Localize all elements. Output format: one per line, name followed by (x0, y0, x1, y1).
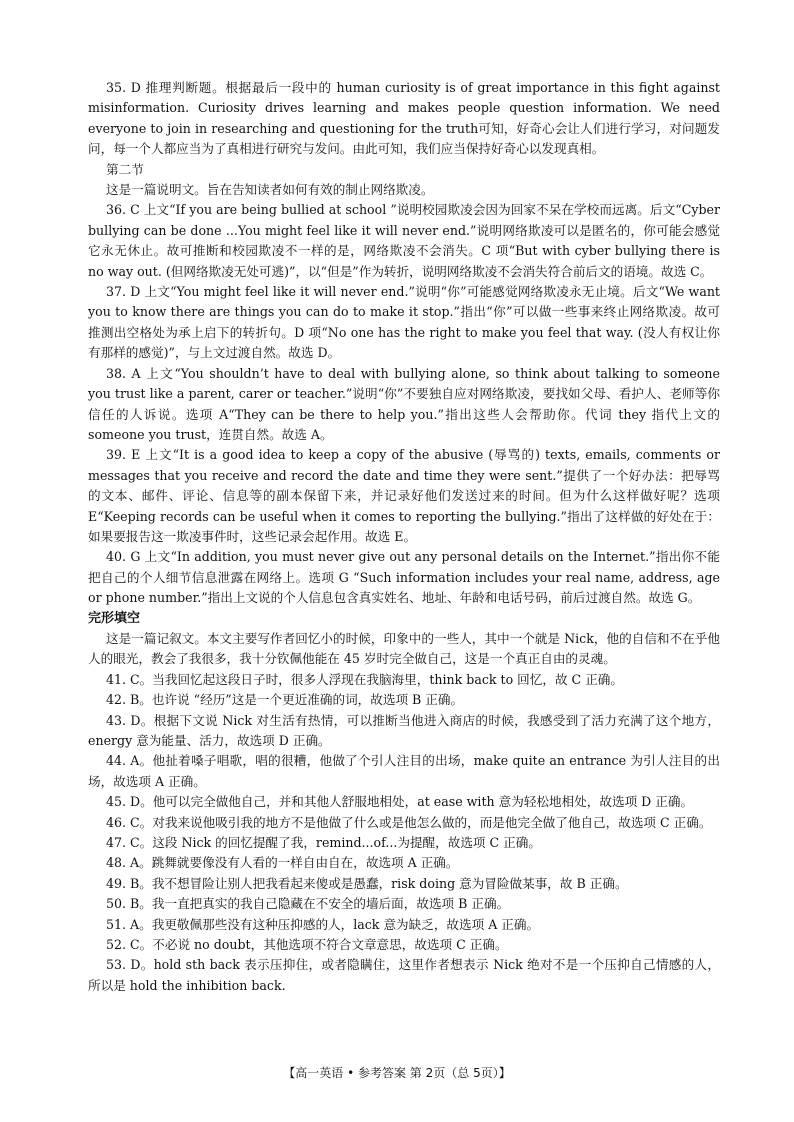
answer-35: 35. D 推理判断题。根据最后一段中的 human curiosity is of great importance in this fight against misinformation. Curiosity drives learning and makes people question information. We need everyone to join in researching and questioning for the truth可知，好奇心会让人们进行学习，对问题发问，每一个人都应当为了真相进行研究与发问。由此可知，我们应当保持好奇心以发现真相。 (88, 80, 720, 157)
answer-39: 39. E 上文“It is a good idea to keep a copy of the abusive (辱骂的) texts, emails, comments or messages that you receive and record the date and time they were sent.”提供了一个好办法：把辱骂的文本、邮件、评论、信息等的副本保留下来，并记录好他们发送过来的时间。但为什么这样做好呢？选项 E“Keeping records can be useful when it comes to reporting the bullying.”指出了这样做的好处在于：如果要报告这一欺凌事件时，这些记录会起作用。故选 E。 (88, 447, 720, 544)
answer-37: 37. D 上文“You might feel like it will never end.”说明“你”可能感觉网络欺凌永无止境。后文“We want you to know there are things you can do to make it stop.”指出“你”可以做一些事来终止网络欺凌。故可推测出空格处为承上启下的转折句。D 项“No one has the right to make you feel that way. (没人有权让你有那样的感觉)”，与上文过渡自然。故选 D。 (88, 284, 720, 361)
section-heading-part-two: 第二节 (106, 161, 144, 177)
answer-36: 36. C 上文“If you are being bullied at school ”说明校园欺凌会因为回家不呆在学校而远离。后文“Cyber bullying can be done ...You might feel like it will never end.”说明网络欺凌可以是匿名的，你可能会感觉它永无休止。故可推断和校园欺凌不一样的是，网络欺凌不会消失。C 项“But with cyber bullying there is no way out. (但网络欺凌无处可逃)”，以“但是”作为转折，说明网络欺凌不会消失符合前后文的语境。故选 C。 (88, 202, 720, 279)
answer-50: 50. B。我一直把真实的我自己隐藏在不安全的墙后面，故选项 B 正确。 (106, 896, 510, 912)
answer-42: 42. B。也许说 “经历”这是一个更近准确的词，故选项 B 正确。 (106, 692, 464, 708)
page-footer: 【高一英语 • 参考答案 第 2页（总 5页）】 (283, 1066, 511, 1080)
answer-44: 44. A。他扯着嗓子唱歌，唱的很糟，他做了个引人注目的出场，make quite an entrance 为引人注目的出场，故选项 A 正确。 (88, 753, 720, 789)
answer-51: 51. A。我更敬佩那些没有这种压抑感的人，lack 意为缺乏，故选项 A 正确。 (106, 916, 540, 932)
answer-47: 47. C。这段 Nick 的回忆提醒了我，remind...of...为提醒，故选项 C 正确。 (106, 835, 541, 851)
answer-40: 40. G 上文“In addition, you must never give out any personal details on the Internet.”指出你不能把自己的个人细节信息泄露在网络上。选项 G “Such information includes your real name, address, age or phone number.”指出上文说的个人信息包含真实姓名、地址、年龄和电话号码，前后过渡自然。故选 G。 (88, 549, 720, 606)
answer-49: 49. B。我不想冒险让别人把我看起来傻或是愚蠢，risk doing 意为冒险做某事，故 B 正确。 (106, 875, 628, 891)
answer-41: 41. C。当我回忆起这段日子时，很多人浮现在我脑海里，think back to 回忆，故 C 正确。 (106, 671, 623, 687)
answer-48: 48. A。跳舞就要像没有人看的一样自由自在，故选项 A 正确。 (106, 855, 459, 871)
answer-46: 46. C。对我来说他吸引我的地方不是他做了什么或是他怎么做的，而是他完全做了他自己，故选项 C 正确。 (106, 814, 712, 830)
cloze-intro: 这是一篇记叙文。本文主要写作者回忆小的时候，印象中的一些人，其中一个就是 Nick，他的自信和不在乎他人的眼光，教会了我很多，我十分钦佩他能在 45 岁时完全做自己，这是一个真正自由的灵魂。 (88, 630, 720, 667)
section-heading-cloze: 完形填空 (88, 610, 141, 626)
answer-38: 38. A 上文“You shouldn’t have to deal with bullying alone, so think about talking to someone you trust like a parent, carer or teacher.”说明“你”不要独自应对网络欺凌，要找如父母、看护人、老师等你信任的人诉说。选项 A“They can be there to help you.”指出这些人会帮助你。代词 they 指代上文的 someone you trust，连贯自然。故选 A。 (88, 365, 720, 442)
answer-content (88, 78, 720, 996)
passage-intro: 这是一篇说明文。旨在告知读者如何有效的制止网络欺凌。 (106, 182, 434, 198)
answer-53: 53. D。hold sth back 表示压抑住，或者隐瞒住，这里作者想表示 Nick 绝对不是一个压抑自己情感的人，所以是 hold the inhibition back. (88, 957, 720, 993)
answer-52: 52. C。不必说 no doubt，其他选项不符合文章意思，故选项 C 正确。 (106, 937, 508, 953)
answer-43: 43. D。根据下文说 Nick 对生活有热情，可以推断当他进入商店的时候，我感受到了活力充满了这个地方，energy 意为能量、活力，故选项 D 正确。 (88, 712, 720, 748)
answer-45: 45. D。他可以完全做他自己，并和其他人舒服地相处，at ease with 意为轻松地相处，故选项 D 正确。 (106, 794, 694, 810)
